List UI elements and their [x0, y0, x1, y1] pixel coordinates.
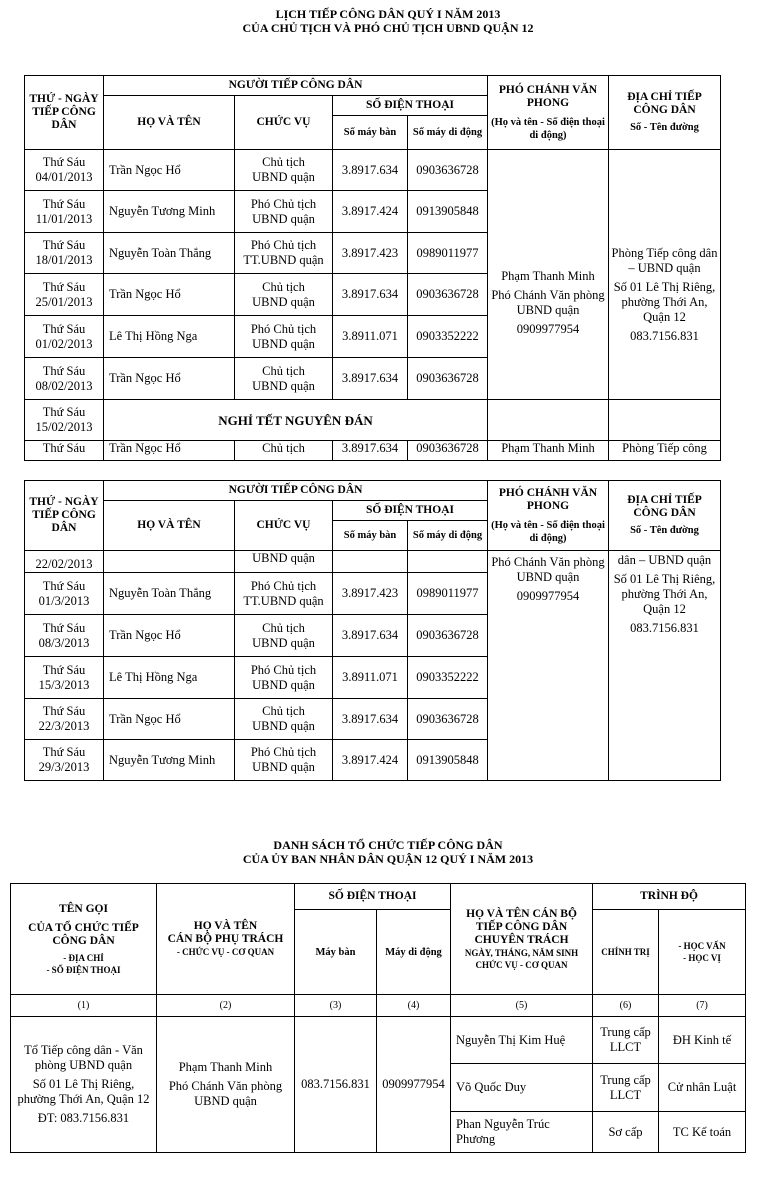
manager-cell: Phạm Thanh Minh Phó Chánh Văn phòng UBND quận — [157, 1017, 295, 1153]
header-education: - HỌC VẤN - HỌC VỊ — [659, 910, 746, 995]
header-level: TRÌNH ĐỘ — [593, 884, 746, 910]
schedule-table-2 — [24, 480, 721, 781]
table-row: Thứ Sáu 08/02/2013 Trần Ngọc Hổ Chủ tịch UBND quận 3.8917.634 0903636728 — [25, 358, 721, 400]
header-address: ĐỊA CHỈ TIẾP CÔNG DÂN Số - Tên đường — [609, 481, 721, 551]
header-mobile: Máy di động — [377, 910, 451, 995]
deputy-cell: Phạm Thanh Minh Phó Chánh Văn phòng UBND quận 0909977954 — [488, 150, 609, 400]
table-row: Thứ Sáu 25/01/2013 Trần Ngọc Hổ Chủ tịch UBND quận 3.8917.634 0903636728 — [25, 274, 721, 316]
header-staff: HỌ VÀ TÊN CÁN BỘ TIẾP CÔNG DÂN CHUYÊN TRÁCH NGÀY, THÁNG, NĂM SINH CHỨC VỤ - CƠ QUAN — [451, 884, 593, 995]
table-row: Thứ Sáu 04/01/2013 Trần Ngọc Hổ Chủ tịch UBND quận 3.8917.634 0903636728 Phạm Thanh Minh Phó Chánh Văn phòng UBND quận 0909977954 Phòng Tiếp công dân – UBND quận Số 01 Lê Thị Riêng, phường Thới An, Quận 12 083.7156.831 — [25, 150, 721, 191]
table-row: Thứ Sáu 18/01/2013 Nguyễn Toàn Thắng Phó Chủ tịch TT.UBND quận 3.8917.423 0989011977 — [25, 233, 721, 274]
table-row: Thứ Sáu 29/3/2013 Nguyễn Tương Minh Phó Chủ tịch UBND quận 3.8917.424 0913905848 — [25, 740, 721, 781]
header-name: HỌ VÀ TÊN — [104, 501, 235, 551]
header-position: CHỨC VỤ — [235, 96, 333, 150]
header-phone: SỐ ĐIỆN THOẠI — [333, 96, 488, 116]
address-cell: dân – UBND quận Số 01 Lê Thị Riêng, phường Thới An, Quận 12 083.7156.831 — [609, 551, 721, 781]
header-name: HỌ VÀ TÊN — [104, 96, 235, 150]
table-row: Thứ Sáu 11/01/2013 Nguyễn Tương Minh Phó Chủ tịch UBND quận 3.8917.424 0913905848 — [25, 191, 721, 233]
table-row: Phan Nguyễn Trúc Phương Sơ cấp TC Kế toán — [11, 1112, 746, 1153]
header-organization: TÊN GỌI CỦA TỔ CHỨC TIẾP CÔNG DÂN - ĐỊA CHỈ - SỐ ĐIỆN THOẠI — [11, 884, 157, 995]
header-political: CHÍNH TRỊ — [593, 910, 659, 995]
holiday-label: NGHỈ TẾT NGUYÊN ĐÁN — [104, 400, 488, 441]
header-landline: Máy bàn — [295, 910, 377, 995]
organization-cell: Tổ Tiếp công dân - Văn phòng UBND quận Số 01 Lê Thị Riêng, phường Thới An, Quận 12 ĐT: 083.7156.831 — [11, 1017, 157, 1153]
header-landline: Số máy bàn — [333, 116, 408, 150]
column-number-row: (1) (2) (3) (4) (5) (6) (7) — [11, 995, 746, 1017]
list-title: DANH SÁCH TỔ CHỨC TIẾP CÔNG DÂN — [273, 838, 503, 852]
table-row: Thứ Sáu Trần Ngọc Hổ Chủ tịch 3.8917.634 0903636728 Phạm Thanh Minh Phòng Tiếp công — [25, 441, 721, 461]
header-deputy: PHÓ CHÁNH VĂN PHONG (Họ và tên - Số điện thoại di động) — [488, 76, 609, 150]
schedule-subtitle: CỦA CHỦ TỊCH VÀ PHÓ CHỦ TỊCH UBND QUẬN 12 — [242, 21, 534, 35]
header-mobile: Số máy di động — [408, 116, 488, 150]
header-deputy: PHÓ CHÁNH VĂN PHONG (Họ và tên - Số điện thoại di động) — [488, 481, 609, 551]
table-row: Thứ Sáu 01/3/2013 Nguyễn Toàn Thắng Phó Chủ tịch TT.UBND quận 3.8917.423 0989011977 — [25, 573, 721, 615]
header-phone: SỐ ĐIỆN THOẠI — [295, 884, 451, 910]
table-row: Thứ Sáu 15/3/2013 Lê Thị Hồng Nga Phó Chủ tịch UBND quận 3.8911.071 0903352222 — [25, 657, 721, 699]
address-cell: Phòng Tiếp công dân – UBND quận Số 01 Lê Thị Riêng, phường Thới An, Quận 12 083.7156.831 — [609, 150, 721, 400]
holiday-row: Thứ Sáu 15/02/2013 NGHỈ TẾT NGUYÊN ĐÁN — [25, 400, 721, 441]
header-address: ĐỊA CHỈ TIẾP CÔNG DÂN Số - Tên đường — [609, 76, 721, 150]
header-position: CHỨC VỤ — [235, 501, 333, 551]
table-row: Tổ Tiếp công dân - Văn phòng UBND quận Số 01 Lê Thị Riêng, phường Thới An, Quận 12 ĐT: 083.7156.831 Phạm Thanh Minh Phó Chánh Văn phòng UBND quận 083.7156.831 0909977954 Nguyễn Thị Kim Huệ Trung cấp LLCT ĐH Kinh tế — [11, 1017, 746, 1064]
table-row: Thứ Sáu 01/02/2013 Lê Thị Hồng Nga Phó Chủ tịch UBND quận 3.8911.071 0903352222 — [25, 316, 721, 358]
list-subtitle: CỦA ỦY BAN NHÂN DÂN QUẬN 12 QUÝ I NĂM 2013 — [242, 852, 534, 866]
deputy-cell: Phó Chánh Văn phòng UBND quận 0909977954 — [488, 551, 609, 781]
header-manager: HỌ VÀ TÊN CÁN BỘ PHỤ TRÁCH - CHỨC VỤ - CƠ QUAN — [157, 884, 295, 995]
header-landline: Số máy bàn — [333, 521, 408, 551]
header-phone: SỐ ĐIỆN THOẠI — [333, 501, 488, 521]
header-day: THỨ - NGÀY TIẾP CÔNG DÂN — [25, 481, 104, 551]
table-row: Thứ Sáu 22/3/2013 Trần Ngọc Hổ Chủ tịch UBND quận 3.8917.634 0903636728 — [25, 699, 721, 740]
table-row: Võ Quốc Duy Trung cấp LLCT Cử nhân Luật — [11, 1064, 746, 1112]
header-receiver: NGƯỜI TIẾP CÔNG DÂN — [104, 76, 488, 96]
schedule-table-1 — [24, 75, 721, 461]
organization-table — [10, 883, 746, 1153]
schedule-title: LỊCH TIẾP CÔNG DÂN QUÝ I NĂM 2013 — [275, 7, 501, 21]
table-row: 22/02/2013 UBND quận Phó Chánh Văn phòng UBND quận 0909977954 dân – UBND quận Số 01 Lê Thị Riêng, phường Thới An, Quận 12 083.7156.831 — [25, 551, 721, 573]
header-mobile: Số máy di động — [408, 521, 488, 551]
header-day: THỨ - NGÀY TIẾP CÔNG DÂN — [25, 76, 104, 150]
header-receiver: NGƯỜI TIẾP CÔNG DÂN — [104, 481, 488, 501]
table-row: Thứ Sáu 08/3/2013 Trần Ngọc Hổ Chủ tịch UBND quận 3.8917.634 0903636728 — [25, 615, 721, 657]
